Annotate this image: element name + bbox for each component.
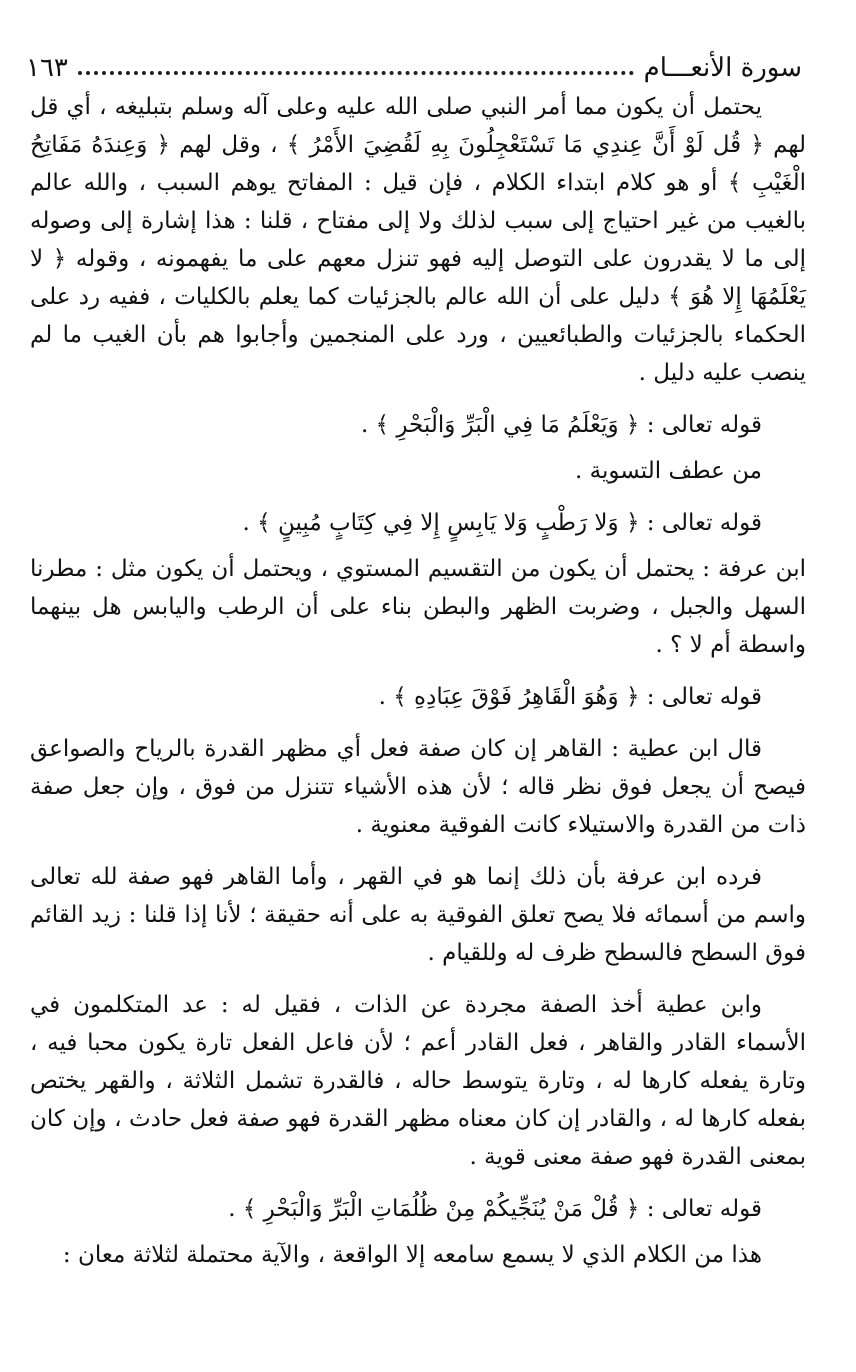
page-header xyxy=(26,48,802,88)
paragraph-verse-heading: قوله تعالى : ﴿ وَلا رَطْبٍ وَلا يَابِسٍ إِلا فِي كِتَابٍ مُبِينٍ ﴾ . xyxy=(242,510,762,536)
running-title: سورة الأنعـــام xyxy=(643,53,802,83)
paragraph-commentary: يحتمل أن يكون مما أمر النبي صلى الله عليه وعلى آله وسلم بتبليغه ، أي قل لهم ﴿ قُل لَوْ أَنَّ عِندِي مَا تَسْتَعْجِلُونَ بِهِ لَقُضِيَ الأَمْرُ ﴾ ، وقل لهم ﴿ وَعِندَهُ مَفَاتِحُ الْغَيْبِ ﴾ أو هو كلام ابتداء الكلام ، فإن قيل : المفاتح يوهم السبب ، والله عالم بالغيب من غير احتياج إلى سبب لذلك ولا إلى مفتاح ، قلنا : هذا إشارة إلى وصوله إلى ما لا يقدرون على التوصل إليه فهو تنزل معهم على ما يفهمونه ، وقوله ﴿ لا يَعْلَمُهَا إِلا هُوَ ﴾ دليل على أن الله عالم بالجزئيات كما يعلم بالكليات ، ففيه رد على الحكماء بالجزئيات والطبائعيين ، ورد على المنجمين وأجابوا هم بأن الغيب ما لم ينصب عليه دليل . xyxy=(30,94,806,386)
paragraph-verse-heading: قوله تعالى : ﴿ وَهُوَ الْقَاهِرُ فَوْقَ عِبَادِهِ ﴾ . xyxy=(378,684,762,710)
page-number: ١٦٣ xyxy=(26,53,68,83)
paragraph-commentary: فرده ابن عرفة بأن ذلك إنما هو في القهر ، وأما القاهر فهو صفة لله تعالى واسم من أسمائه فلا يصح تعلق الفوقية به على أنه حقيقة ؛ لأنا إذا قلنا : زيد القائم فوق السطح فالسطح ظرف له وللقيام . xyxy=(30,864,806,966)
page-body xyxy=(30,88,806,1274)
paragraph-commentary: ابن عرفة : يحتمل أن يكون من التقسيم المستوي ، ويحتمل أن يكون مثل : مطرنا السهل والجبل ، وضربت الظهر والبطن بناء على أن الرطب واليابس هل بينهما واسطة أم لا ؟ . xyxy=(30,556,806,658)
paragraph-commentary: وابن عطية أخذ الصفة مجردة عن الذات ، فقيل له : عد المتكلمون في الأسماء القادر والقاهر ، فعل القادر أعم ؛ لأن فاعل الفعل تارة يكون محبا فيه ، وتارة يفعله كارها له ، وتارة يتوسط حاله ، فالقدرة تشمل الثلاثة ، والقهر يختص بفعله كارها له ، والقادر إن كان معناه مظهر القدرة فهو صفة فعل حادث ، وإن كان بمعنى القدرة فهو صفة معنى قوية . xyxy=(30,992,806,1170)
paragraph-commentary: هذا من الكلام الذي لا يسمع سامعه إلا الواقعة ، والآية محتملة لثلاثة معان : xyxy=(62,1242,762,1268)
paragraph-verse-heading: قوله تعالى : ﴿ قُلْ مَنْ يُنَجِّيكُمْ مِنْ ظُلُمَاتِ الْبَرِّ وَالْبَحْرِ ﴾ . xyxy=(228,1196,762,1222)
paragraph-note: من عطف التسوية . xyxy=(575,458,762,484)
paragraph-commentary: قال ابن عطية : القاهر إن كان صفة فعل أي مظهر القدرة بالرياح والصواعق فيصح أن يجعل فوق نظر قاله ؛ لأن هذه الأشياء تتنزل من فوق ، وإن جعل صفة ذات من القدرة والاستيلاء كانت الفوقية معنوية . xyxy=(30,736,806,838)
dotted-leader xyxy=(78,71,634,75)
paragraph-verse-heading: قوله تعالى : ﴿ وَيَعْلَمُ مَا فِي الْبَرِّ وَالْبَحْرِ ﴾ . xyxy=(360,412,762,438)
